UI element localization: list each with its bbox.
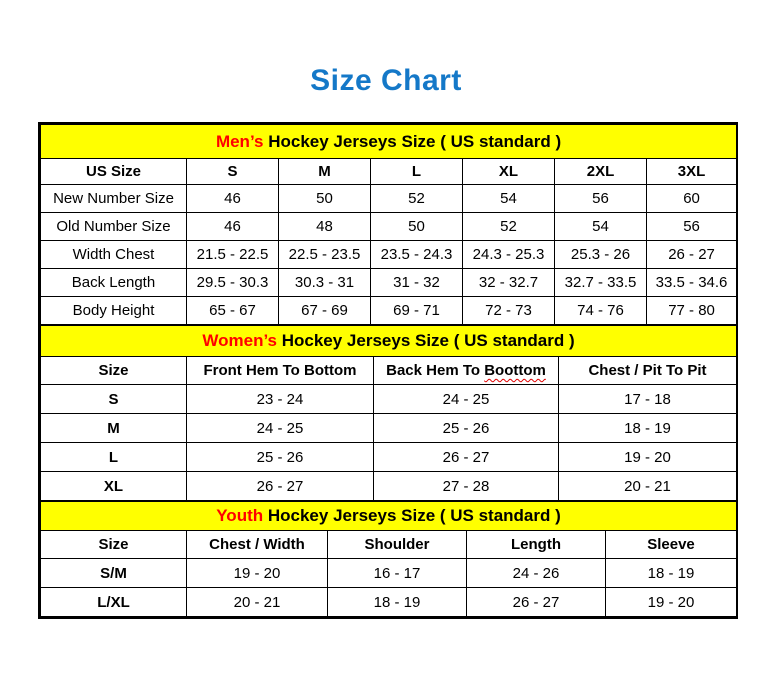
size-value-cell: 23.5 - 24.3 [371,241,463,269]
row-label: Body Height [41,297,187,325]
size-value-cell: 69 - 71 [371,297,463,325]
mens-banner-text: Hockey Jerseys Size ( US standard ) [263,131,562,151]
table-row [41,414,737,443]
youth-size-table [40,501,737,617]
size-value-cell: 18 - 19 [559,414,737,443]
size-value-cell: 48 [279,213,371,241]
size-value-cell: 65 - 67 [187,297,279,325]
womens-banner-highlight: Women’s [202,331,277,350]
column-header: 2XL [555,159,647,185]
womens-table-banner [41,326,737,357]
size-value-cell: 46 [187,185,279,213]
size-value-cell: 77 - 80 [647,297,737,325]
column-header: Back Hem To Boottom [374,357,559,385]
size-value-cell: 32 - 32.7 [463,269,555,297]
table-row [41,213,737,241]
womens-banner-text: Hockey Jerseys Size ( US standard ) [277,331,575,350]
size-value-cell: 20 - 21 [187,588,328,617]
row-label: Width Chest [41,241,187,269]
table-row [41,241,737,269]
row-label: Old Number Size [41,213,187,241]
size-value-cell: 54 [463,185,555,213]
row-label: S/M [41,559,187,588]
size-value-cell: 27 - 28 [374,472,559,501]
row-label: New Number Size [41,185,187,213]
size-value-cell: 46 [187,213,279,241]
size-value-cell: 54 [555,213,647,241]
youth-table-banner [41,502,737,531]
size-value-cell: 52 [463,213,555,241]
size-value-cell: 24 - 25 [187,414,374,443]
column-header: Sleeve [606,531,737,559]
size-value-cell: 31 - 32 [371,269,463,297]
row-label: S [41,385,187,414]
column-header: Size [41,531,187,559]
size-value-cell: 56 [647,213,737,241]
column-header: Front Hem To Bottom [187,357,374,385]
column-header: Chest / Width [187,531,328,559]
size-value-cell: 24 - 25 [374,385,559,414]
column-header: S [187,159,279,185]
table-row [41,385,737,414]
size-value-cell: 74 - 76 [555,297,647,325]
size-value-cell: 17 - 18 [559,385,737,414]
size-value-cell: 67 - 69 [279,297,371,325]
mens-size-table [40,124,737,325]
column-header: Size [41,357,187,385]
size-value-cell: 30.3 - 31 [279,269,371,297]
womens-size-table [40,325,737,501]
size-value-cell: 26 - 27 [467,588,606,617]
size-value-cell: 72 - 73 [463,297,555,325]
size-value-cell: 18 - 19 [328,588,467,617]
size-value-cell: 52 [371,185,463,213]
table-row [41,472,737,501]
table-row [41,269,737,297]
column-header: L [371,159,463,185]
size-value-cell: 25 - 26 [187,443,374,472]
size-value-cell: 50 [279,185,371,213]
size-value-cell: 56 [555,185,647,213]
size-value-cell: 24.3 - 25.3 [463,241,555,269]
size-value-cell: 16 - 17 [328,559,467,588]
table-row [41,185,737,213]
column-header: M [279,159,371,185]
size-value-cell: 23 - 24 [187,385,374,414]
size-value-cell: 32.7 - 33.5 [555,269,647,297]
size-value-cell: 19 - 20 [606,588,737,617]
page-title: Size Chart [310,64,462,97]
row-label: XL [41,472,187,501]
size-value-cell: 26 - 27 [187,472,374,501]
size-value-cell: 25.3 - 26 [555,241,647,269]
size-value-cell: 25 - 26 [374,414,559,443]
column-header: Length [467,531,606,559]
size-value-cell: 26 - 27 [374,443,559,472]
size-value-cell: 60 [647,185,737,213]
size-value-cell: 18 - 19 [606,559,737,588]
column-header: US Size [41,159,187,185]
size-value-cell: 21.5 - 22.5 [187,241,279,269]
size-value-cell: 26 - 27 [647,241,737,269]
youth-banner-text: Hockey Jerseys Size ( US standard ) [263,506,561,525]
column-header: Chest / Pit To Pit [559,357,737,385]
size-value-cell: 19 - 20 [187,559,328,588]
column-header: 3XL [647,159,737,185]
row-label: M [41,414,187,443]
mens-banner-highlight: Men’s [215,131,264,151]
size-value-cell: 29.5 - 30.3 [187,269,279,297]
column-header: XL [463,159,555,185]
row-label: L [41,443,187,472]
table-row [41,559,737,588]
row-label: L/XL [41,588,187,617]
size-value-cell: 50 [371,213,463,241]
table-row [41,443,737,472]
misspelled-word: Boottom [484,362,546,379]
mens-table-banner [41,125,737,159]
size-value-cell: 24 - 26 [467,559,606,588]
size-chart-tables [38,122,738,619]
size-value-cell: 19 - 20 [559,443,737,472]
youth-banner-highlight: Youth [216,506,264,525]
column-header: Shoulder [328,531,467,559]
size-value-cell: 33.5 - 34.6 [647,269,737,297]
table-row [41,588,737,617]
size-value-cell: 22.5 - 23.5 [279,241,371,269]
row-label: Back Length [41,269,187,297]
size-value-cell: 20 - 21 [559,472,737,501]
table-row [41,297,737,325]
